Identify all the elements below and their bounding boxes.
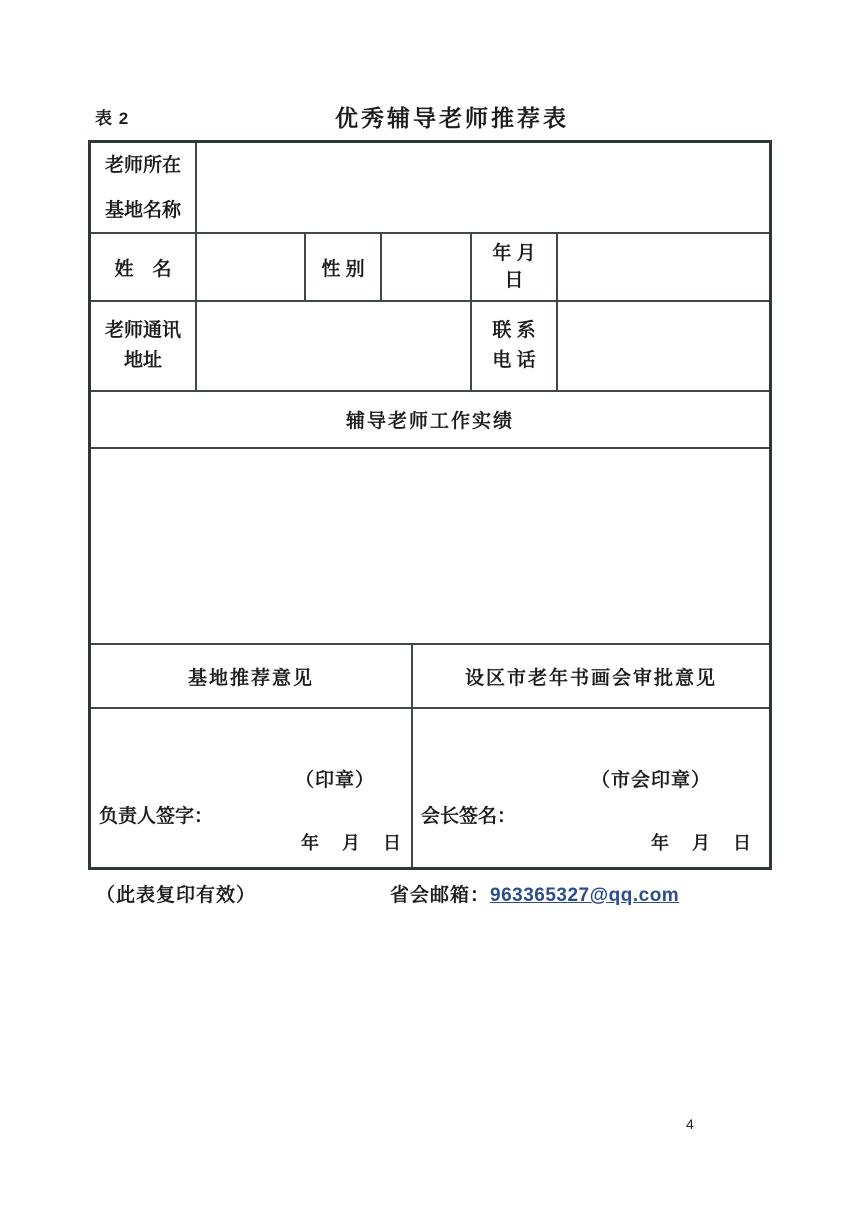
email-label: 省会邮箱：: [390, 885, 491, 906]
row-achievements-header: [91, 390, 769, 447]
base-name-label-line1: 老师所在: [104, 154, 181, 176]
achievements-header: 辅导老师工作实绩: [345, 411, 514, 432]
birth-date-field: [556, 234, 769, 300]
recommendation-form-table: [88, 140, 772, 870]
base-name-field: [195, 143, 769, 232]
birth-date-label-line1: 年 月: [492, 243, 536, 264]
table-number-label: 表 2: [95, 109, 130, 128]
seal-note-right: （市会印章）: [590, 770, 711, 791]
copy-valid-note: （此表复印有效）: [96, 885, 257, 906]
base-name-label-line2: 基地名称: [104, 199, 181, 221]
city-opinion-header: 设区市老年书画会审批意见: [411, 645, 769, 707]
address-label-line2: 地址: [123, 350, 162, 371]
birth-date-label: [470, 234, 556, 300]
row-signatures: [91, 707, 769, 867]
right-date-label: 年 月 日: [650, 833, 751, 853]
row-achievements-body: [91, 447, 769, 643]
left-signer-label: 负责人签字：: [99, 806, 214, 827]
form-table-rows: [91, 143, 769, 867]
base-name-label: [91, 143, 195, 232]
phone-label-line2: 电 话: [492, 350, 536, 371]
phone-label-line1: 联 系: [492, 320, 536, 341]
address-label-line1: 老师通讯: [104, 320, 181, 341]
right-signer-label: 会长签名：: [421, 806, 517, 827]
name-label: 姓 名: [114, 258, 172, 280]
seal-note-left: （印章）: [294, 770, 375, 791]
base-opinion-header: 基地推荐意见: [187, 667, 314, 689]
address-label: [91, 302, 195, 390]
page-title: 优秀辅导老师推荐表: [335, 105, 569, 131]
phone-field: [556, 302, 769, 390]
page-number: 4: [686, 1116, 694, 1132]
row-name-gender-birth: [91, 232, 769, 300]
row-base-name: [91, 143, 769, 232]
phone-label: [470, 302, 556, 390]
left-date-label: 年 月 日: [300, 833, 401, 853]
address-field: [195, 302, 470, 390]
email-line: [390, 880, 679, 907]
name-field: [195, 234, 304, 300]
row-opinion-headers: [91, 643, 769, 707]
row-address-phone: [91, 300, 769, 390]
gender-label: 性 别: [304, 234, 380, 300]
footer: [0, 880, 860, 910]
birth-date-label-line2: 日: [504, 270, 524, 291]
achievements-field: [91, 449, 769, 643]
gender-field: [380, 234, 470, 300]
base-opinion-signature-cell: [91, 709, 411, 867]
email-link[interactable]: 963365327@qq.com: [490, 885, 680, 906]
city-opinion-signature-cell: [411, 709, 769, 867]
